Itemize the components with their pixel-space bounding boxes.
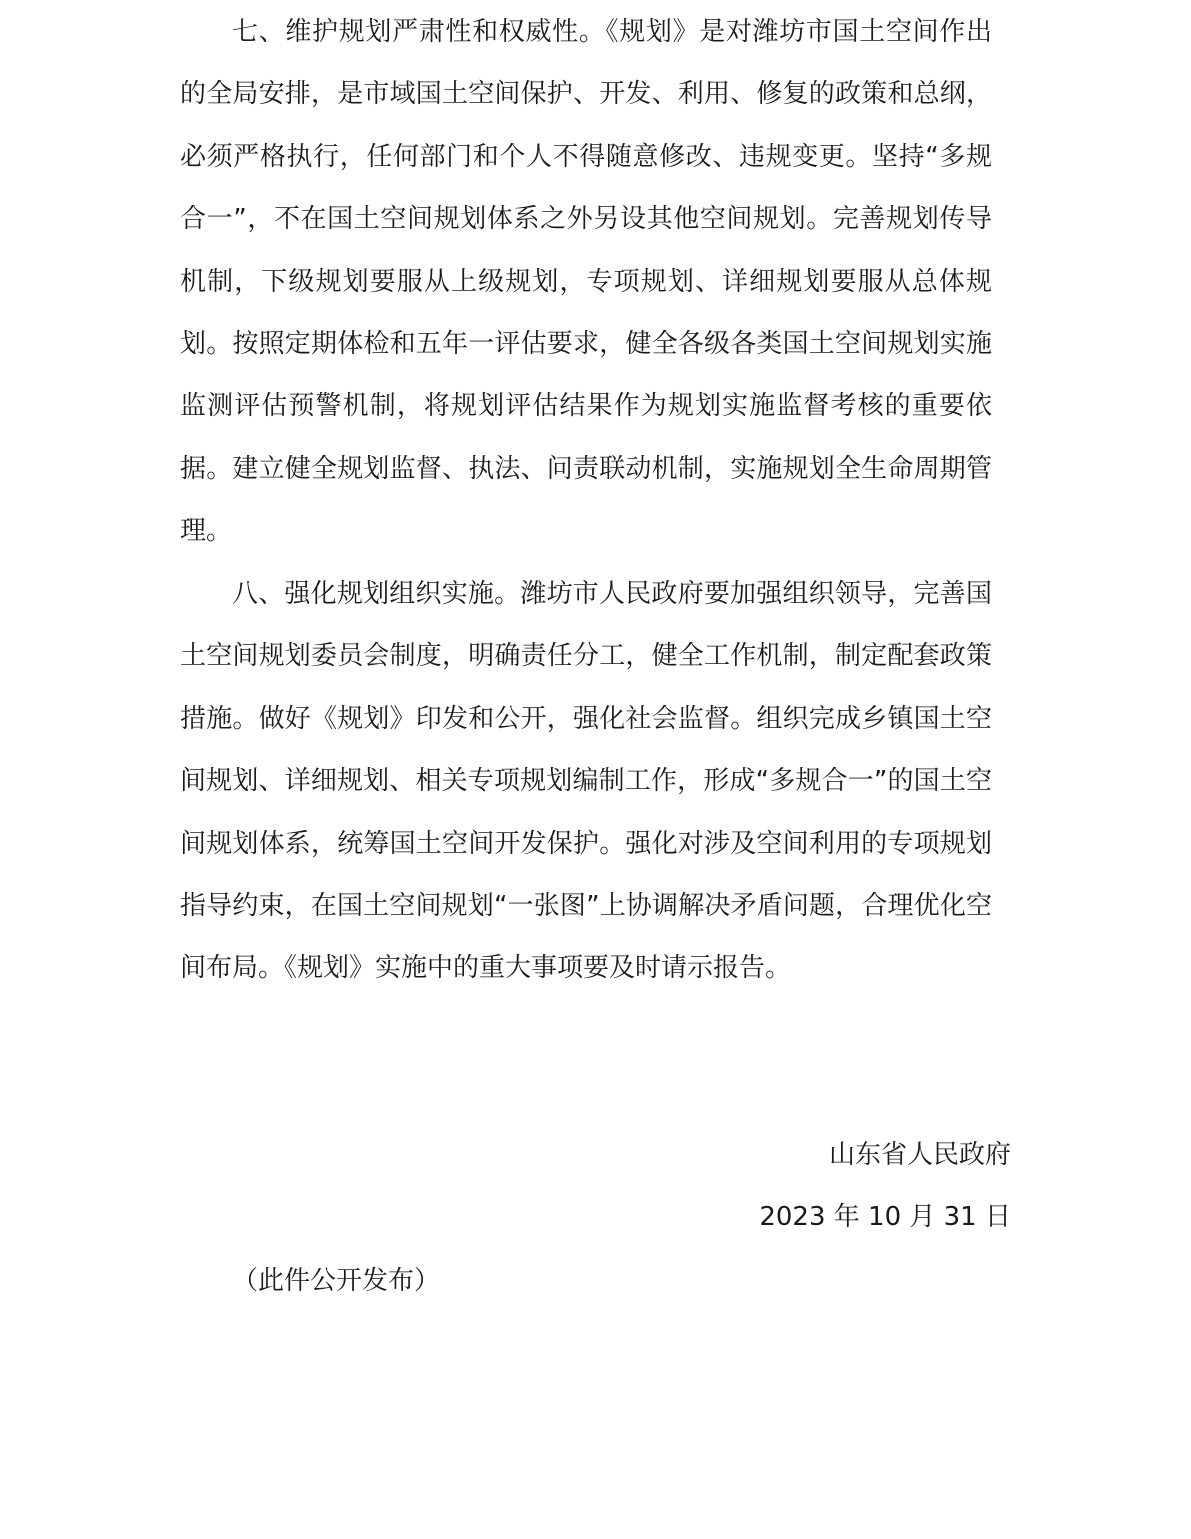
paragraph-eight: 八、强化规划组织实施。潍坊市人民政府要加强组织领导，完善国土空间规划委员会制度，明确责任分工，健全工作机制，制定配套政策措施。做好《规划》印发和公开，强化社会监督。组织完成乡镇国土空间规划、详细规划、相关专项规划编制工作，形成“多规合一”的国土空间规划体系，统筹国土空间开发保护。强化对涉及空间利用的专项规划指导约束，在国土空间规划“一张图”上协调解决矛盾问题，合理优化空间布局。《规划》实施中的重大事项要及时请示报告。 (180, 579, 992, 984)
signature-block (759, 1124, 1011, 1248)
issue-date: 2023 年 10 月 31 日 (759, 1202, 1011, 1232)
paragraph-seven: 七、维护规划严肃性和权威性。《规划》是对潍坊市国土空间作出的全局安排，是市域国土空间保护、开发、利用、修复的政策和总纲，必须严格执行，任何部门和个人不得随意修改、违规变更。坚持“多规合一”，不在国土空间规划体系之外另设其他空间规划。完善规划传导机制，下级规划要服从上级规划，专项规划、详细规划要服从总体规划。按照定期体检和五年一评估要求，健全各级各类国土空间规划实施监测评估预警机制，将规划评估结果作为规划实施监督考核的重要依据。建立健全规划监督、执法、问责联动机制，实施规划全生命周期管理。 (180, 17, 992, 547)
publication-note: （此件公开发布） (232, 1266, 441, 1296)
issuer-name: 山东省人民政府 (828, 1140, 1011, 1170)
